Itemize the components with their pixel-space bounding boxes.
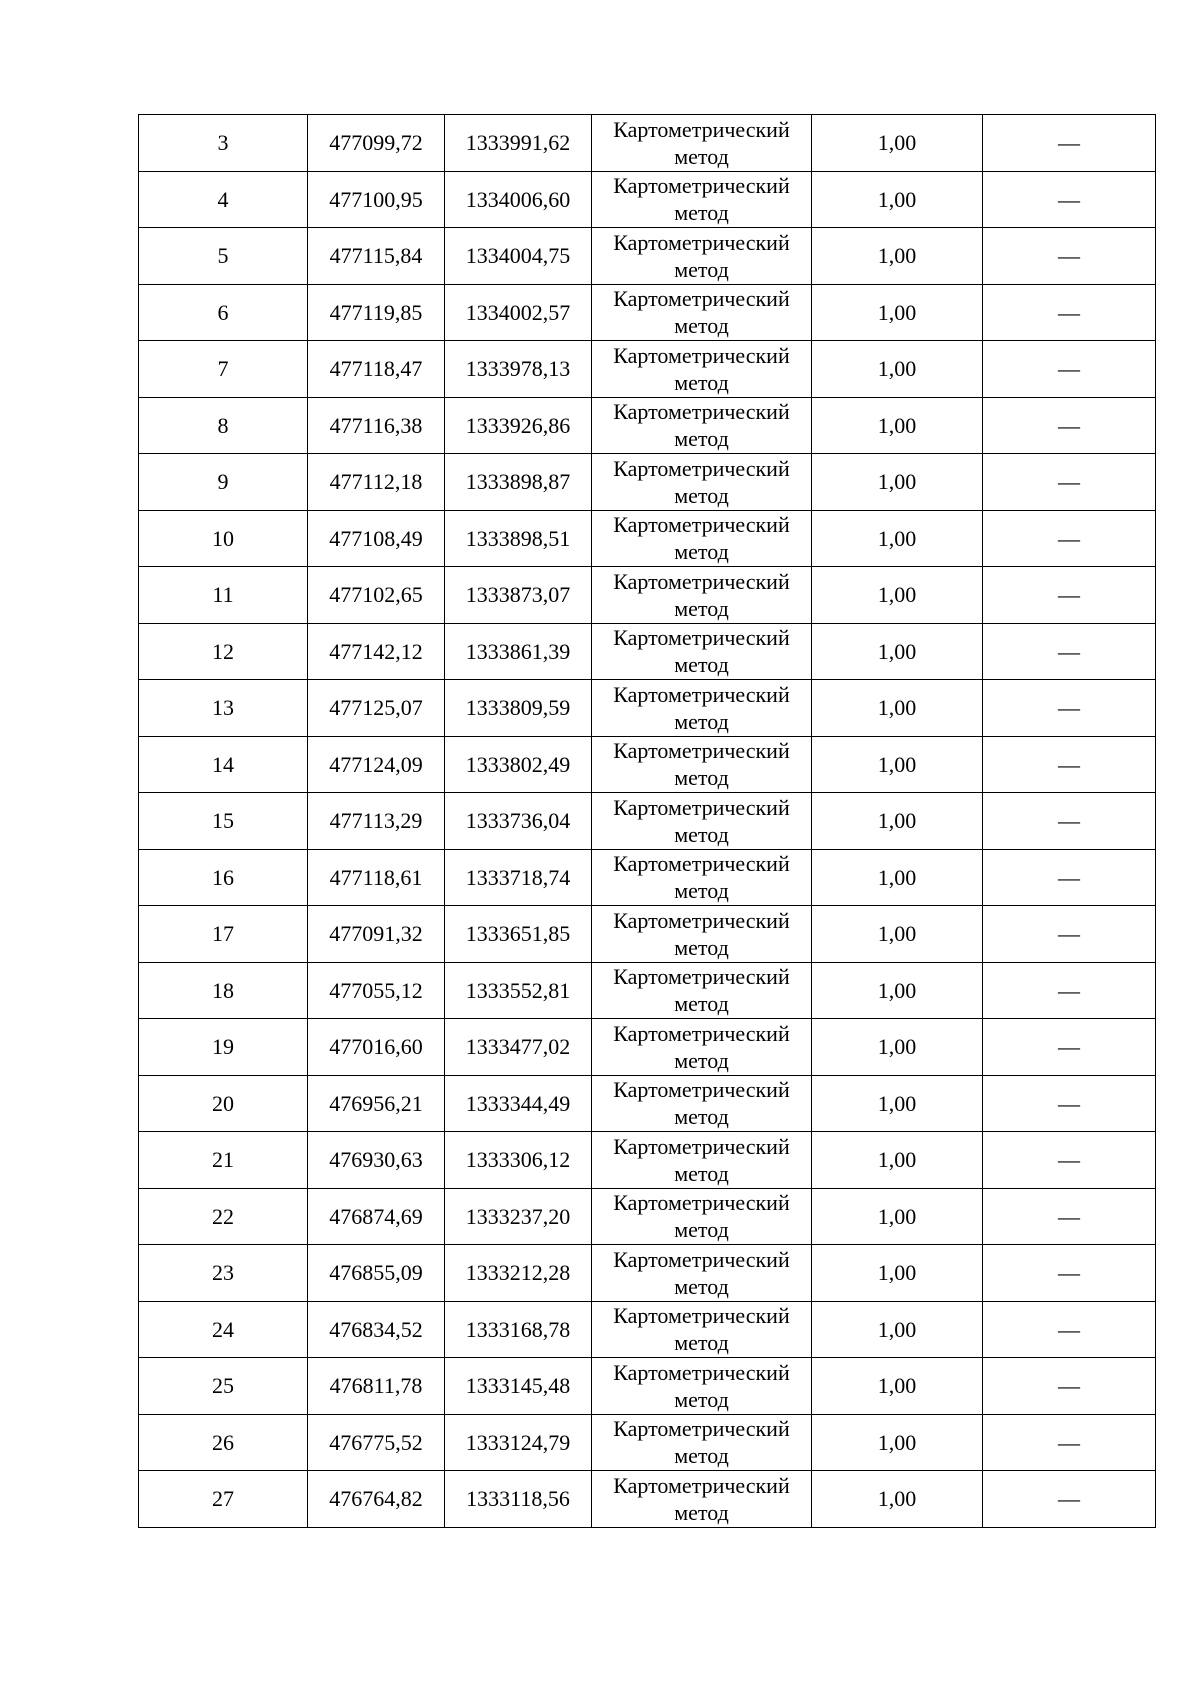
point-number-cell: 6	[139, 284, 308, 341]
method-cell	[592, 1188, 812, 1245]
method-line-1: Картометрический	[613, 1190, 790, 1216]
method-cell	[592, 397, 812, 454]
table-row	[139, 454, 1156, 511]
method-line-1: Картометрический	[613, 1472, 790, 1498]
point-number-cell: 5	[139, 228, 308, 285]
method-line-1: Картометрический	[613, 738, 790, 764]
point-number-cell: 27	[139, 1471, 308, 1528]
note-cell: —	[983, 1301, 1156, 1358]
accuracy-cell: 1,00	[812, 228, 983, 285]
accuracy-cell: 1,00	[812, 1471, 983, 1528]
method-cell	[592, 1358, 812, 1415]
y-coordinate-cell: 1334002,57	[445, 284, 592, 341]
x-coordinate-cell: 477118,61	[308, 849, 445, 906]
method-cell	[592, 341, 812, 398]
x-coordinate-cell: 477116,38	[308, 397, 445, 454]
method-cell	[592, 906, 812, 963]
point-number-cell: 3	[139, 115, 308, 172]
x-coordinate-cell: 477055,12	[308, 962, 445, 1019]
table-row	[139, 962, 1156, 1019]
table-row	[139, 1301, 1156, 1358]
note-cell: —	[983, 171, 1156, 228]
y-coordinate-cell: 1333898,87	[445, 454, 592, 511]
method-line-1: Картометрический	[613, 399, 790, 425]
accuracy-cell: 1,00	[812, 1414, 983, 1471]
point-number-cell: 8	[139, 397, 308, 454]
method-line-2: метод	[674, 1499, 729, 1525]
method-line-1: Картометрический	[613, 1246, 790, 1272]
accuracy-cell: 1,00	[812, 284, 983, 341]
method-line-2: метод	[674, 1160, 729, 1186]
accuracy-cell: 1,00	[812, 906, 983, 963]
accuracy-cell: 1,00	[812, 341, 983, 398]
method-line-1: Картометрический	[613, 173, 790, 199]
y-coordinate-cell: 1333168,78	[445, 1301, 592, 1358]
x-coordinate-cell: 477124,09	[308, 736, 445, 793]
y-coordinate-cell: 1333118,56	[445, 1471, 592, 1528]
table-row	[139, 1414, 1156, 1471]
method-line-1: Картометрический	[613, 1359, 790, 1385]
x-coordinate-cell: 477113,29	[308, 793, 445, 850]
table-row	[139, 228, 1156, 285]
note-cell: —	[983, 1471, 1156, 1528]
method-cell	[592, 736, 812, 793]
note-cell: —	[983, 736, 1156, 793]
y-coordinate-cell: 1333926,86	[445, 397, 592, 454]
method-line-2: метод	[674, 1330, 729, 1356]
method-cell	[592, 962, 812, 1019]
method-line-2: метод	[674, 1217, 729, 1243]
table-row	[139, 906, 1156, 963]
point-number-cell: 26	[139, 1414, 308, 1471]
y-coordinate-cell: 1333552,81	[445, 962, 592, 1019]
table-row	[139, 1358, 1156, 1415]
point-number-cell: 13	[139, 680, 308, 737]
method-line-1: Картометрический	[613, 116, 790, 142]
point-number-cell: 18	[139, 962, 308, 1019]
y-coordinate-cell: 1333991,62	[445, 115, 592, 172]
note-cell: —	[983, 1188, 1156, 1245]
accuracy-cell: 1,00	[812, 567, 983, 624]
method-cell	[592, 228, 812, 285]
method-line-1: Картометрический	[613, 1416, 790, 1442]
point-number-cell: 24	[139, 1301, 308, 1358]
method-line-2: метод	[674, 934, 729, 960]
table-row	[139, 171, 1156, 228]
table-row	[139, 1471, 1156, 1528]
accuracy-cell: 1,00	[812, 1132, 983, 1189]
method-line-2: метод	[674, 426, 729, 452]
x-coordinate-cell: 477142,12	[308, 623, 445, 680]
table-row	[139, 1245, 1156, 1302]
point-number-cell: 15	[139, 793, 308, 850]
x-coordinate-cell: 477100,95	[308, 171, 445, 228]
table-row	[139, 115, 1156, 172]
y-coordinate-cell: 1333651,85	[445, 906, 592, 963]
x-coordinate-cell: 476764,82	[308, 1471, 445, 1528]
point-number-cell: 10	[139, 510, 308, 567]
method-cell	[592, 510, 812, 567]
accuracy-cell: 1,00	[812, 793, 983, 850]
method-line-1: Картометрический	[613, 681, 790, 707]
method-line-1: Картометрический	[613, 229, 790, 255]
note-cell: —	[983, 567, 1156, 624]
method-cell	[592, 1075, 812, 1132]
accuracy-cell: 1,00	[812, 680, 983, 737]
x-coordinate-cell: 477118,47	[308, 341, 445, 398]
method-cell	[592, 284, 812, 341]
accuracy-cell: 1,00	[812, 1075, 983, 1132]
y-coordinate-cell: 1333802,49	[445, 736, 592, 793]
accuracy-cell: 1,00	[812, 1188, 983, 1245]
point-number-cell: 4	[139, 171, 308, 228]
method-line-2: метод	[674, 765, 729, 791]
accuracy-cell: 1,00	[812, 397, 983, 454]
accuracy-cell: 1,00	[812, 962, 983, 1019]
accuracy-cell: 1,00	[812, 510, 983, 567]
y-coordinate-cell: 1334006,60	[445, 171, 592, 228]
coordinates-table-body	[139, 115, 1156, 1528]
method-line-2: метод	[674, 1273, 729, 1299]
method-line-1: Картометрический	[613, 1133, 790, 1159]
x-coordinate-cell: 477108,49	[308, 510, 445, 567]
y-coordinate-cell: 1333306,12	[445, 1132, 592, 1189]
method-line-2: метод	[674, 878, 729, 904]
note-cell: —	[983, 793, 1156, 850]
method-line-2: метод	[674, 313, 729, 339]
y-coordinate-cell: 1333861,39	[445, 623, 592, 680]
note-cell: —	[983, 284, 1156, 341]
accuracy-cell: 1,00	[812, 1019, 983, 1076]
method-cell	[592, 171, 812, 228]
method-cell	[592, 1019, 812, 1076]
method-line-2: метод	[674, 991, 729, 1017]
x-coordinate-cell: 477091,32	[308, 906, 445, 963]
method-cell	[592, 1132, 812, 1189]
x-coordinate-cell: 477016,60	[308, 1019, 445, 1076]
x-coordinate-cell: 476834,52	[308, 1301, 445, 1358]
method-cell	[592, 115, 812, 172]
method-line-1: Картометрический	[613, 851, 790, 877]
table-row	[139, 397, 1156, 454]
table-row	[139, 567, 1156, 624]
method-line-1: Картометрический	[613, 1020, 790, 1046]
x-coordinate-cell: 476956,21	[308, 1075, 445, 1132]
method-line-1: Картометрический	[613, 794, 790, 820]
method-line-2: метод	[674, 652, 729, 678]
x-coordinate-cell: 476874,69	[308, 1188, 445, 1245]
x-coordinate-cell: 477102,65	[308, 567, 445, 624]
method-line-2: метод	[674, 539, 729, 565]
accuracy-cell: 1,00	[812, 623, 983, 680]
method-cell	[592, 793, 812, 850]
accuracy-cell: 1,00	[812, 1301, 983, 1358]
note-cell: —	[983, 906, 1156, 963]
method-line-2: метод	[674, 1104, 729, 1130]
y-coordinate-cell: 1333873,07	[445, 567, 592, 624]
y-coordinate-cell: 1333237,20	[445, 1188, 592, 1245]
method-cell	[592, 567, 812, 624]
accuracy-cell: 1,00	[812, 849, 983, 906]
y-coordinate-cell: 1333898,51	[445, 510, 592, 567]
method-line-2: метод	[674, 1386, 729, 1412]
point-number-cell: 9	[139, 454, 308, 511]
method-line-2: метод	[674, 1443, 729, 1469]
table-row	[139, 341, 1156, 398]
note-cell: —	[983, 510, 1156, 567]
x-coordinate-cell: 476855,09	[308, 1245, 445, 1302]
note-cell: —	[983, 1075, 1156, 1132]
method-line-1: Картометрический	[613, 512, 790, 538]
method-line-1: Картометрический	[613, 907, 790, 933]
accuracy-cell: 1,00	[812, 454, 983, 511]
point-number-cell: 14	[139, 736, 308, 793]
y-coordinate-cell: 1333736,04	[445, 793, 592, 850]
method-line-2: метод	[674, 200, 729, 226]
note-cell: —	[983, 228, 1156, 285]
y-coordinate-cell: 1333124,79	[445, 1414, 592, 1471]
note-cell: —	[983, 454, 1156, 511]
method-line-1: Картометрический	[613, 1303, 790, 1329]
coordinates-table	[138, 114, 1156, 1528]
method-line-2: метод	[674, 369, 729, 395]
method-line-1: Картометрический	[613, 286, 790, 312]
y-coordinate-cell: 1333145,48	[445, 1358, 592, 1415]
method-line-1: Картометрический	[613, 625, 790, 651]
x-coordinate-cell: 477099,72	[308, 115, 445, 172]
note-cell: —	[983, 849, 1156, 906]
point-number-cell: 22	[139, 1188, 308, 1245]
point-number-cell: 17	[139, 906, 308, 963]
y-coordinate-cell: 1333809,59	[445, 680, 592, 737]
method-line-2: метод	[674, 143, 729, 169]
method-line-2: метод	[674, 256, 729, 282]
method-cell	[592, 1301, 812, 1358]
note-cell: —	[983, 1019, 1156, 1076]
point-number-cell: 25	[139, 1358, 308, 1415]
point-number-cell: 16	[139, 849, 308, 906]
point-number-cell: 19	[139, 1019, 308, 1076]
method-line-2: метод	[674, 708, 729, 734]
method-line-2: метод	[674, 821, 729, 847]
x-coordinate-cell: 477115,84	[308, 228, 445, 285]
note-cell: —	[983, 397, 1156, 454]
note-cell: —	[983, 115, 1156, 172]
table-row	[139, 1132, 1156, 1189]
y-coordinate-cell: 1333477,02	[445, 1019, 592, 1076]
method-cell	[592, 454, 812, 511]
table-row	[139, 1019, 1156, 1076]
method-cell	[592, 1471, 812, 1528]
accuracy-cell: 1,00	[812, 171, 983, 228]
method-line-1: Картометрический	[613, 342, 790, 368]
x-coordinate-cell: 476775,52	[308, 1414, 445, 1471]
note-cell: —	[983, 623, 1156, 680]
note-cell: —	[983, 1414, 1156, 1471]
x-coordinate-cell: 476811,78	[308, 1358, 445, 1415]
y-coordinate-cell: 1334004,75	[445, 228, 592, 285]
table-row	[139, 510, 1156, 567]
accuracy-cell: 1,00	[812, 736, 983, 793]
point-number-cell: 20	[139, 1075, 308, 1132]
x-coordinate-cell: 477119,85	[308, 284, 445, 341]
accuracy-cell: 1,00	[812, 1245, 983, 1302]
method-line-1: Картометрический	[613, 964, 790, 990]
table-row	[139, 1075, 1156, 1132]
y-coordinate-cell: 1333978,13	[445, 341, 592, 398]
point-number-cell: 11	[139, 567, 308, 624]
note-cell: —	[983, 1358, 1156, 1415]
method-cell	[592, 1414, 812, 1471]
method-line-1: Картометрический	[613, 568, 790, 594]
method-cell	[592, 623, 812, 680]
y-coordinate-cell: 1333344,49	[445, 1075, 592, 1132]
method-cell	[592, 680, 812, 737]
note-cell: —	[983, 341, 1156, 398]
note-cell: —	[983, 962, 1156, 1019]
table-row	[139, 849, 1156, 906]
table-row	[139, 284, 1156, 341]
method-cell	[592, 849, 812, 906]
table-row	[139, 623, 1156, 680]
table-row	[139, 736, 1156, 793]
accuracy-cell: 1,00	[812, 115, 983, 172]
accuracy-cell: 1,00	[812, 1358, 983, 1415]
table-row	[139, 1188, 1156, 1245]
point-number-cell: 7	[139, 341, 308, 398]
method-line-1: Картометрический	[613, 1077, 790, 1103]
y-coordinate-cell: 1333212,28	[445, 1245, 592, 1302]
method-line-1: Картометрический	[613, 455, 790, 481]
y-coordinate-cell: 1333718,74	[445, 849, 592, 906]
note-cell: —	[983, 680, 1156, 737]
method-line-2: метод	[674, 482, 729, 508]
note-cell: —	[983, 1245, 1156, 1302]
point-number-cell: 21	[139, 1132, 308, 1189]
point-number-cell: 12	[139, 623, 308, 680]
x-coordinate-cell: 477125,07	[308, 680, 445, 737]
method-line-2: метод	[674, 595, 729, 621]
point-number-cell: 23	[139, 1245, 308, 1302]
method-cell	[592, 1245, 812, 1302]
note-cell: —	[983, 1132, 1156, 1189]
x-coordinate-cell: 476930,63	[308, 1132, 445, 1189]
x-coordinate-cell: 477112,18	[308, 454, 445, 511]
method-line-2: метод	[674, 1047, 729, 1073]
table-row	[139, 680, 1156, 737]
table-row	[139, 793, 1156, 850]
